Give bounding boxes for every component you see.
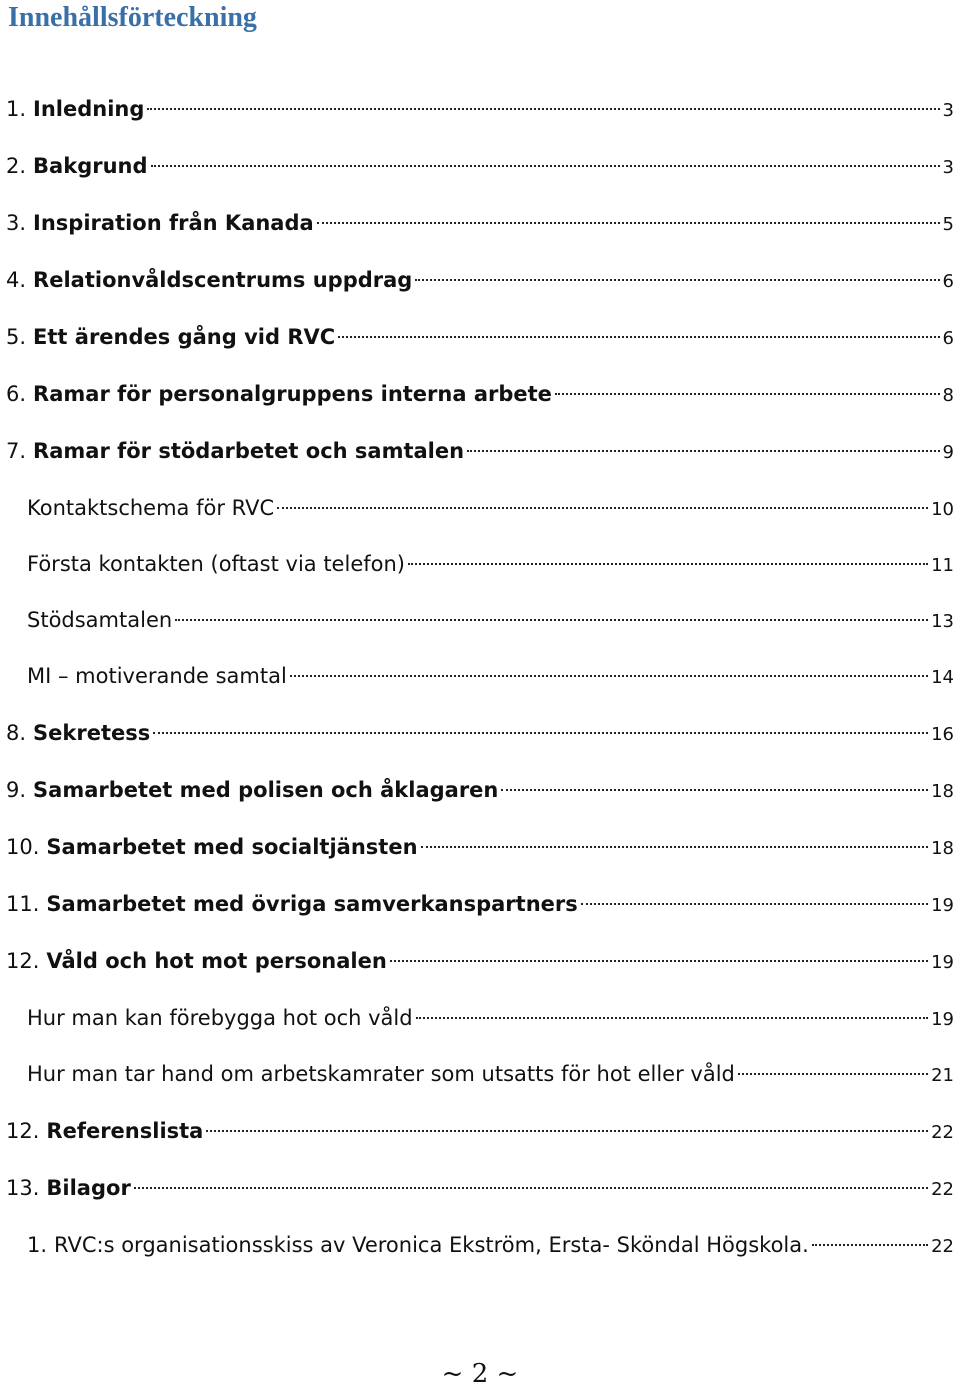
dot-leader [408,563,928,565]
toc-entry-referenslista[interactable] [6,1116,954,1146]
toc-entry-page: 14 [931,667,954,688]
toc-entry-page: 3 [942,157,954,178]
toc-entry-number: 1. [6,97,27,121]
toc-entry-page: 18 [931,781,954,802]
dot-leader [153,732,928,734]
toc-entry-interna-arbete[interactable] [6,379,954,409]
toc-entry-page: 10 [931,499,954,520]
dot-leader [317,222,940,224]
toc-entry-page: 21 [931,1065,954,1086]
dot-leader [812,1244,928,1246]
toc-entry-number: 3. [6,211,27,235]
toc-entry-number: 13. [6,1176,40,1200]
toc-entry-number: 6. [6,382,27,406]
toc-entry-number: 11. [6,892,40,916]
toc-entry-label: Kontaktschema för RVC [27,496,275,520]
toc-entry-bilagor[interactable] [6,1173,954,1203]
dot-leader [738,1073,928,1075]
toc-entry-label: Inledning [33,97,145,121]
toc-entry-number: 9. [6,778,27,802]
toc-entry-uppdrag[interactable] [6,265,954,295]
dot-leader [390,960,928,962]
toc-entry-label: Relationvåldscentrums uppdrag [33,268,413,292]
toc-entry-label: Första kontakten (oftast via telefon) [27,552,405,576]
toc-entry-number: 1. [27,1233,48,1257]
dot-leader [501,789,928,791]
toc-entry-label: Samarbetet med övriga samverkanspartners [46,892,578,916]
toc-entry-label: Hur man kan förebygga hot och våld [27,1006,413,1030]
toc-entry-label: Samarbetet med polisen och åklagaren [33,778,499,802]
toc-entry-sekretess[interactable] [6,718,954,748]
dot-leader [277,507,928,509]
toc-entry-label: Ramar för stödarbetet och samtalen [33,439,465,463]
toc-entry-number: 4. [6,268,27,292]
toc-entry-number: 8. [6,721,27,745]
toc-entry-number: 7. [6,439,27,463]
toc-entry-label: Inspiration från Kanada [33,211,314,235]
toc-entry-label: Referenslista [46,1119,204,1143]
toc-entry-label: Våld och hot mot personalen [46,949,387,973]
dot-leader [290,675,928,677]
toc-entry-label: Ramar för personalgruppens interna arbete [33,382,552,406]
toc-entry-page: 22 [931,1236,954,1257]
toc-entry-label: Bilagor [46,1176,131,1200]
toc-entry-page: 5 [942,214,954,235]
toc-entry-vald-och-hot[interactable] [6,946,954,976]
toc-entry-page: 3 [942,100,954,121]
dot-leader [134,1187,928,1189]
toc-entry-page: 11 [931,555,954,576]
toc-entry-label: Sekretess [33,721,151,745]
toc-entry-inspiration[interactable] [6,208,954,238]
page-number-footer: ~ 2 ~ [441,1359,519,1389]
toc-subentry-forsta-kontakten[interactable] [27,549,954,579]
toc-entry-number: 10. [6,835,40,859]
toc-entry-page: 19 [931,895,954,916]
toc-entry-label: RVC:s organisationsskiss av Veronica Ekström, Ersta- Sköndal Högskola. [54,1233,809,1257]
toc-subentry-arbetskamrater[interactable] [27,1059,954,1089]
dot-leader [175,619,928,621]
toc-subentry-stodsamtalen[interactable] [27,605,954,635]
toc-heading: Innehållsförteckning [8,2,257,33]
toc-entry-label: Stödsamtalen [27,608,173,632]
toc-entry-samverkanspartners[interactable] [6,889,954,919]
toc-entry-arendes-gang[interactable] [6,322,954,352]
toc-subentry-mi[interactable] [27,661,954,691]
dot-leader [206,1130,928,1132]
toc-subentry-forebygga[interactable] [27,1003,954,1033]
toc-entry-page: 8 [942,385,954,406]
toc-entry-page: 19 [931,1009,954,1030]
toc-entry-label: Hur man tar hand om arbetskamrater som utsatts för hot eller våld [27,1062,735,1086]
toc-entry-page: 18 [931,838,954,859]
toc-entry-label: Ett ärendes gång vid RVC [33,325,336,349]
toc-entry-stodarbetet[interactable] [6,436,954,466]
dot-leader [555,393,940,395]
toc-entry-page: 6 [942,271,954,292]
dot-leader [581,903,928,905]
toc-entry-page: 13 [931,611,954,632]
toc-entry-label: Samarbetet med socialtjänsten [46,835,418,859]
dot-leader [415,279,939,281]
dot-leader [421,846,929,848]
toc-entry-label: Bakgrund [33,154,148,178]
dot-leader [416,1017,929,1019]
toc-entry-page: 6 [942,328,954,349]
toc-entry-page: 22 [931,1122,954,1143]
dot-leader [338,336,939,338]
dot-leader [467,450,939,452]
toc-subentry-organisationsskiss[interactable] [27,1230,954,1260]
toc-entry-page: 9 [942,442,954,463]
toc-entry-bakgrund[interactable] [6,151,954,181]
toc-entry-polisen[interactable] [6,775,954,805]
toc-entry-page: 16 [931,724,954,745]
dot-leader [151,165,940,167]
dot-leader [147,108,939,110]
toc-entry-socialtjansten[interactable] [6,832,954,862]
toc-entry-inledning[interactable] [6,94,954,124]
toc-entry-number: 5. [6,325,27,349]
toc-entry-number: 2. [6,154,27,178]
toc-entry-page: 19 [931,952,954,973]
toc-entry-page: 22 [931,1179,954,1200]
toc-subentry-kontaktschema[interactable] [27,493,954,523]
toc-entry-label: MI – motiverande samtal [27,664,287,688]
toc-entry-number: 12. [6,1119,40,1143]
toc-entry-number: 12. [6,949,40,973]
